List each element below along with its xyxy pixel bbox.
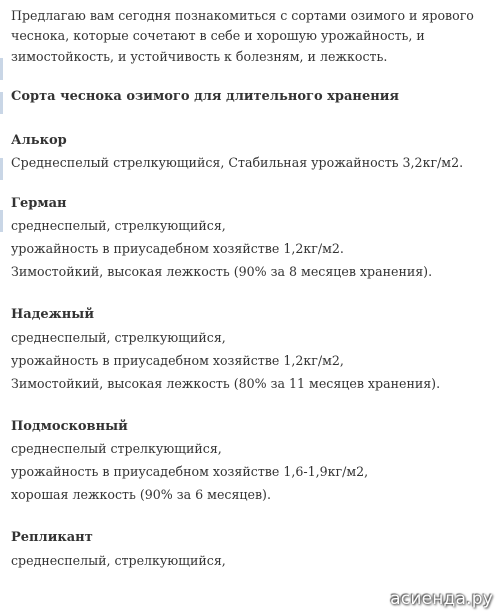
article-body	[11, 6, 495, 572]
edge-tab-3	[0, 158, 3, 180]
variety-description-line: среднеспелый, стрелкующийся,	[11, 329, 226, 345]
variety-name: Репликант	[11, 530, 93, 546]
variety-description-line: урожайность в приусадебном хозяйстве 1,6-1,9кг/м2,	[11, 464, 369, 480]
variety-description-line: среднеспелый, стрелкующийся,	[11, 218, 226, 234]
intro-paragraph	[11, 6, 495, 67]
variety-description-line: урожайность в приусадебном хозяйстве 1,2кг/м2.	[11, 241, 344, 257]
variety-block	[11, 417, 495, 506]
variety-description-line: урожайность в приусадебном хозяйстве 1,2кг/м2,	[11, 352, 344, 368]
variety-block	[11, 194, 495, 283]
variety-description-line: Зимостойкий, высокая лежкость (80% за 11 месяцев хранения).	[11, 375, 441, 391]
variety-description-line: хорошая лежкость (90% за 6 месяцев).	[11, 487, 271, 503]
variety-name: Надежный	[11, 307, 94, 323]
intro-line: Предлагаю вам сегодня познакомиться с сортами озимого и ярового	[11, 8, 474, 23]
variety-block	[11, 528, 495, 571]
variety-description-line: среднеспелый, стрелкующийся,	[11, 552, 226, 568]
watermark-logo: асиенда.ру	[390, 589, 493, 609]
variety-description-line: среднеспелый стрелкующийся,	[11, 441, 222, 457]
variety-block	[11, 131, 495, 174]
variety-name: Подмосковный	[11, 418, 128, 434]
edge-tab-1	[0, 58, 3, 80]
intro-line: чеснока, которые сочетают в себе и хорошую урожайность, и	[11, 28, 425, 44]
variety-description-line: Среднеспелый стрелкующийся, Стабильная урожайность 3,2кг/м2.	[11, 155, 464, 171]
variety-block	[11, 305, 495, 394]
intro-line: зимостойкость, и устойчивость к болезням, и лежкость.	[11, 48, 388, 64]
variety-name: Алькор	[11, 132, 67, 148]
edge-tab-4	[0, 210, 3, 232]
variety-description-line: Зимостойкий, высокая лежкость (90% за 8 месяцев хранения).	[11, 264, 433, 280]
variety-name: Герман	[11, 196, 67, 212]
section-title: Сорта чеснока озимого для длительного хранения	[11, 89, 399, 105]
edge-tab-2	[0, 92, 3, 114]
